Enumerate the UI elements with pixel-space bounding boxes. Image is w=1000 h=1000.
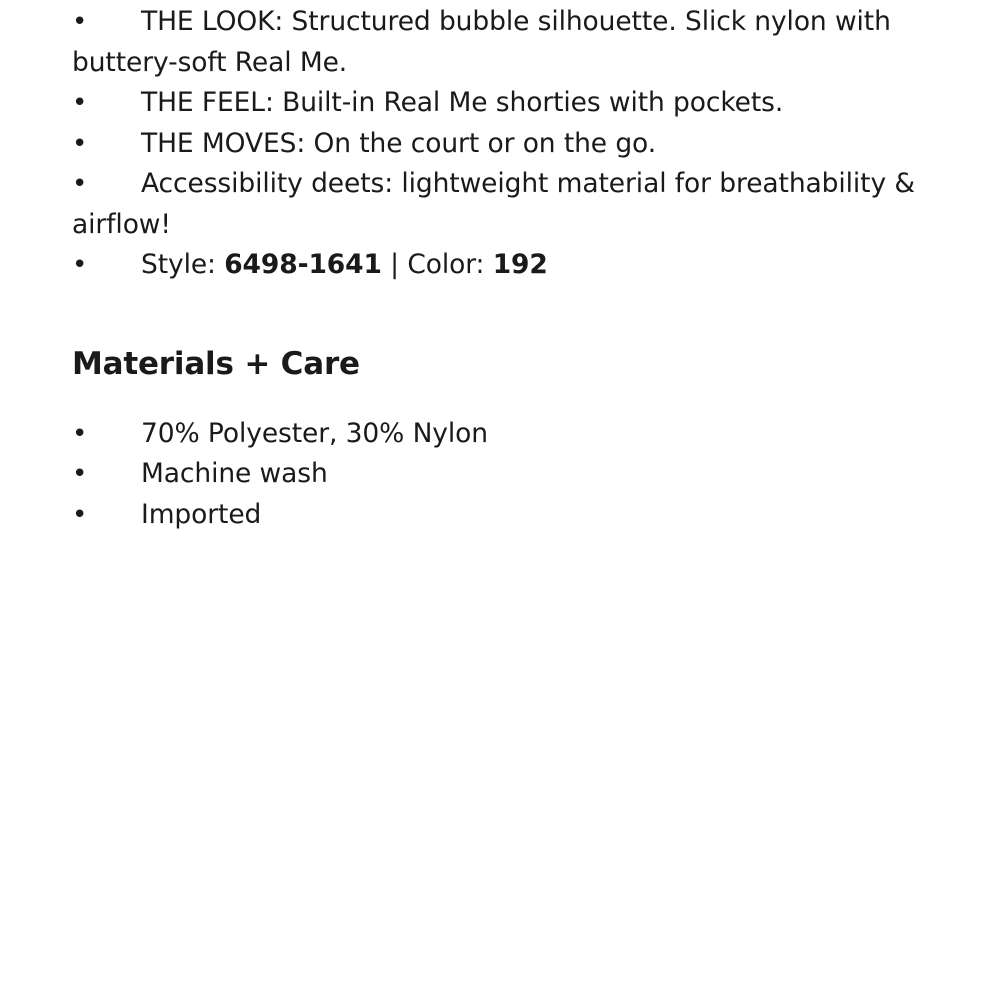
bullet-icon: •	[72, 169, 88, 199]
list-item-the-look	[72, 2, 952, 83]
list-item-text: THE FEEL: Built-in Real Me shorties with pockets.	[141, 87, 784, 118]
product-details-content	[72, 0, 952, 535]
list-item-fabric	[72, 414, 952, 455]
materials-care-list	[72, 414, 952, 536]
color-code: 192	[492, 249, 548, 280]
list-item-text: 70% Polyester, 30% Nylon	[141, 417, 488, 449]
bullet-icon: •	[72, 459, 88, 489]
bullet-icon: •	[72, 7, 88, 37]
list-item-the-moves	[72, 124, 952, 165]
bullet-icon: •	[72, 250, 88, 280]
style-label: Style:	[141, 249, 225, 280]
bullet-icon: •	[72, 499, 88, 530]
list-item-wash	[72, 454, 952, 495]
style-color-separator: |	[381, 249, 408, 280]
color-label: Color:	[407, 249, 493, 280]
product-details-list	[72, 2, 952, 286]
bullet-icon: •	[72, 418, 88, 449]
list-item-style-color	[72, 245, 952, 286]
list-item-text: THE LOOK: Structured bubble silhouette. Slick nylon with buttery-soft Real Me.	[72, 6, 891, 78]
list-item-the-feel	[72, 83, 952, 124]
list-item-text: Imported	[141, 498, 262, 530]
bullet-icon: •	[72, 128, 88, 159]
bullet-icon: •	[72, 88, 88, 118]
list-item-text: Machine wash	[141, 458, 328, 489]
materials-care-heading: Materials + Care	[72, 345, 360, 382]
list-item-origin	[72, 495, 952, 536]
list-item-text: Accessibility deets: lightweight material for breathability & airflow!	[72, 168, 915, 240]
list-item-text: THE MOVES: On the court or on the go.	[141, 127, 657, 159]
style-number: 6498-1641	[224, 249, 382, 280]
list-item-accessibility	[72, 164, 952, 245]
